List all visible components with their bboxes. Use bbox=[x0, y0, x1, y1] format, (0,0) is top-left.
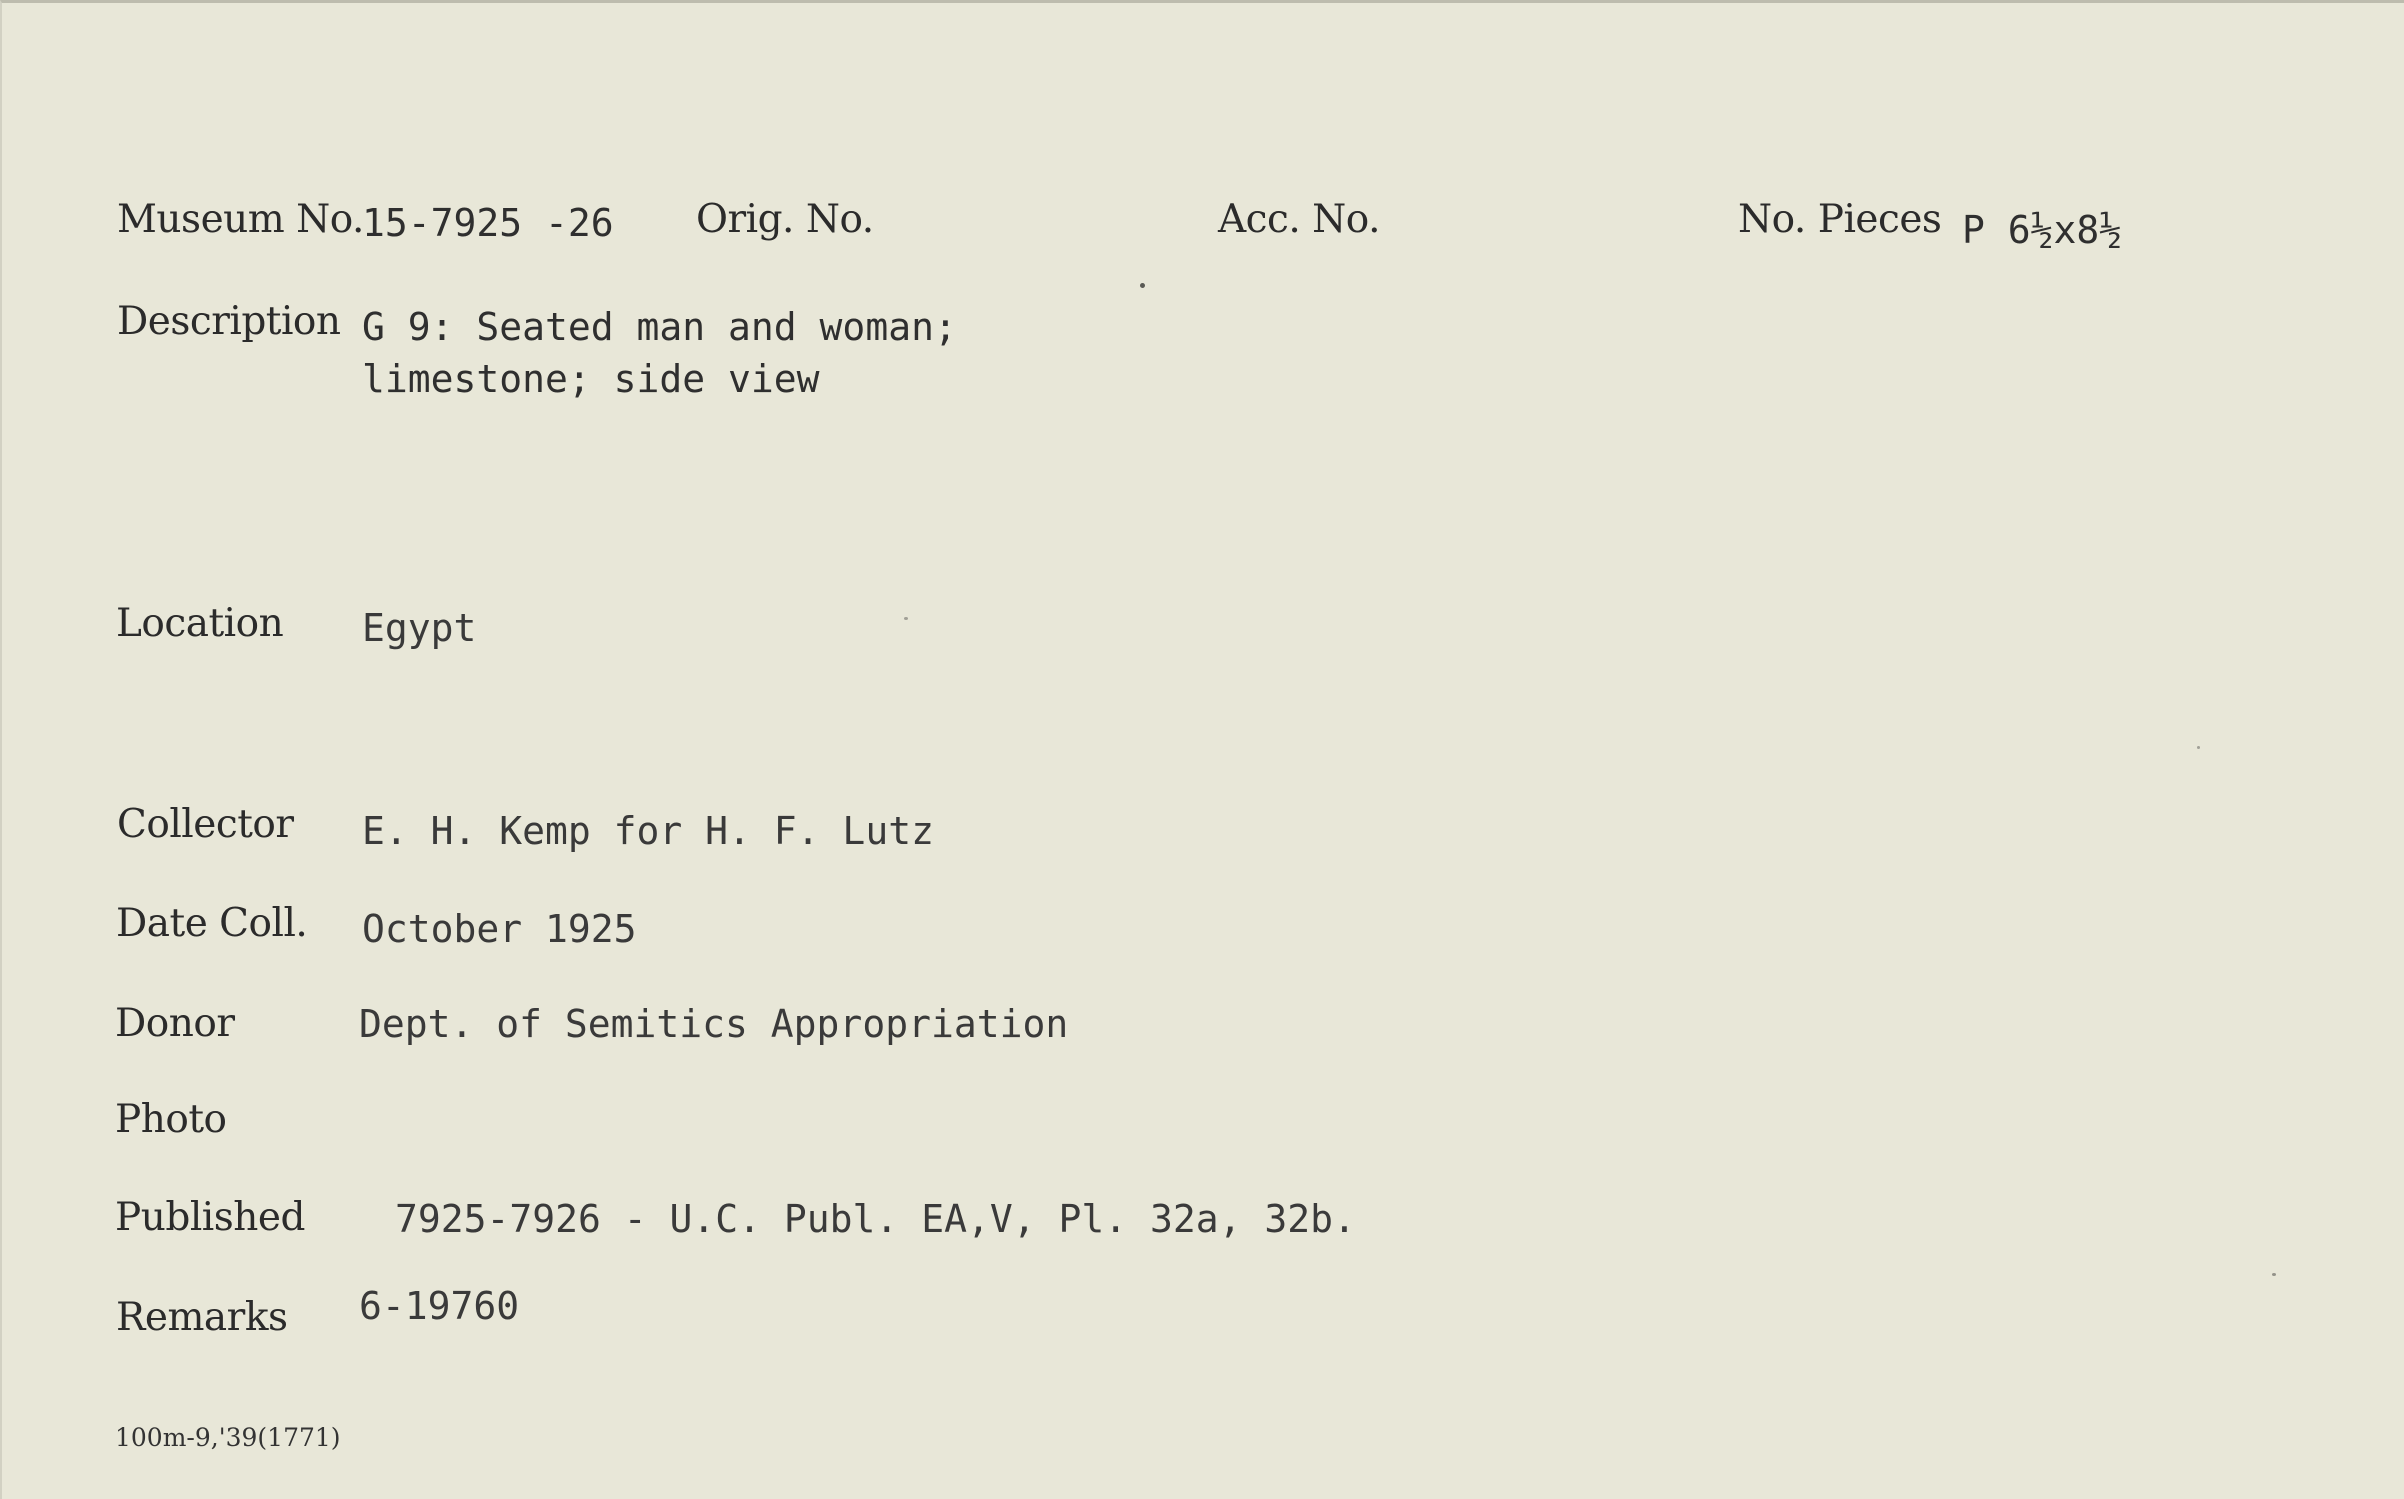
speck bbox=[2272, 1273, 2276, 1276]
remarks-value: 6-19760 bbox=[359, 1284, 520, 1328]
acc-no-label: Acc. No. bbox=[1218, 197, 1380, 242]
date-coll-label: Date Coll. bbox=[116, 901, 308, 946]
published-value: 7925-7926 - U.C. Publ. EA,V, Pl. 32a, 32b. bbox=[395, 1197, 1356, 1241]
location-value: Egypt bbox=[362, 606, 477, 650]
speck bbox=[1140, 283, 1145, 288]
collector-label: Collector bbox=[117, 802, 294, 847]
collector-value: E. H. Kemp for H. F. Lutz bbox=[362, 809, 934, 853]
orig-no-label: Orig. No. bbox=[696, 197, 874, 242]
donor-label: Donor bbox=[115, 1001, 235, 1046]
donor-value: Dept. of Semitics Appropriation bbox=[359, 1002, 1069, 1046]
museum-no-label: Museum No. bbox=[117, 197, 364, 242]
date-coll-value: October 1925 bbox=[362, 907, 637, 951]
footer-print-code: 100m-9,'39(1771) bbox=[115, 1423, 341, 1452]
location-label: Location bbox=[116, 601, 284, 646]
no-pieces-label: No. Pieces bbox=[1738, 197, 1942, 242]
no-pieces-value: P 6½x8½ bbox=[1962, 208, 2123, 252]
photo-label: Photo bbox=[115, 1097, 227, 1142]
speck bbox=[904, 617, 908, 620]
description-label: Description bbox=[117, 299, 341, 344]
museum-no-value: 15-7925 -26 bbox=[362, 201, 614, 245]
description-line-2: limestone; side view bbox=[362, 357, 820, 401]
speck bbox=[2197, 746, 2200, 749]
published-label: Published bbox=[115, 1195, 305, 1240]
description-line-1: G 9: Seated man and woman; bbox=[362, 305, 957, 349]
remarks-label: Remarks bbox=[116, 1295, 288, 1340]
